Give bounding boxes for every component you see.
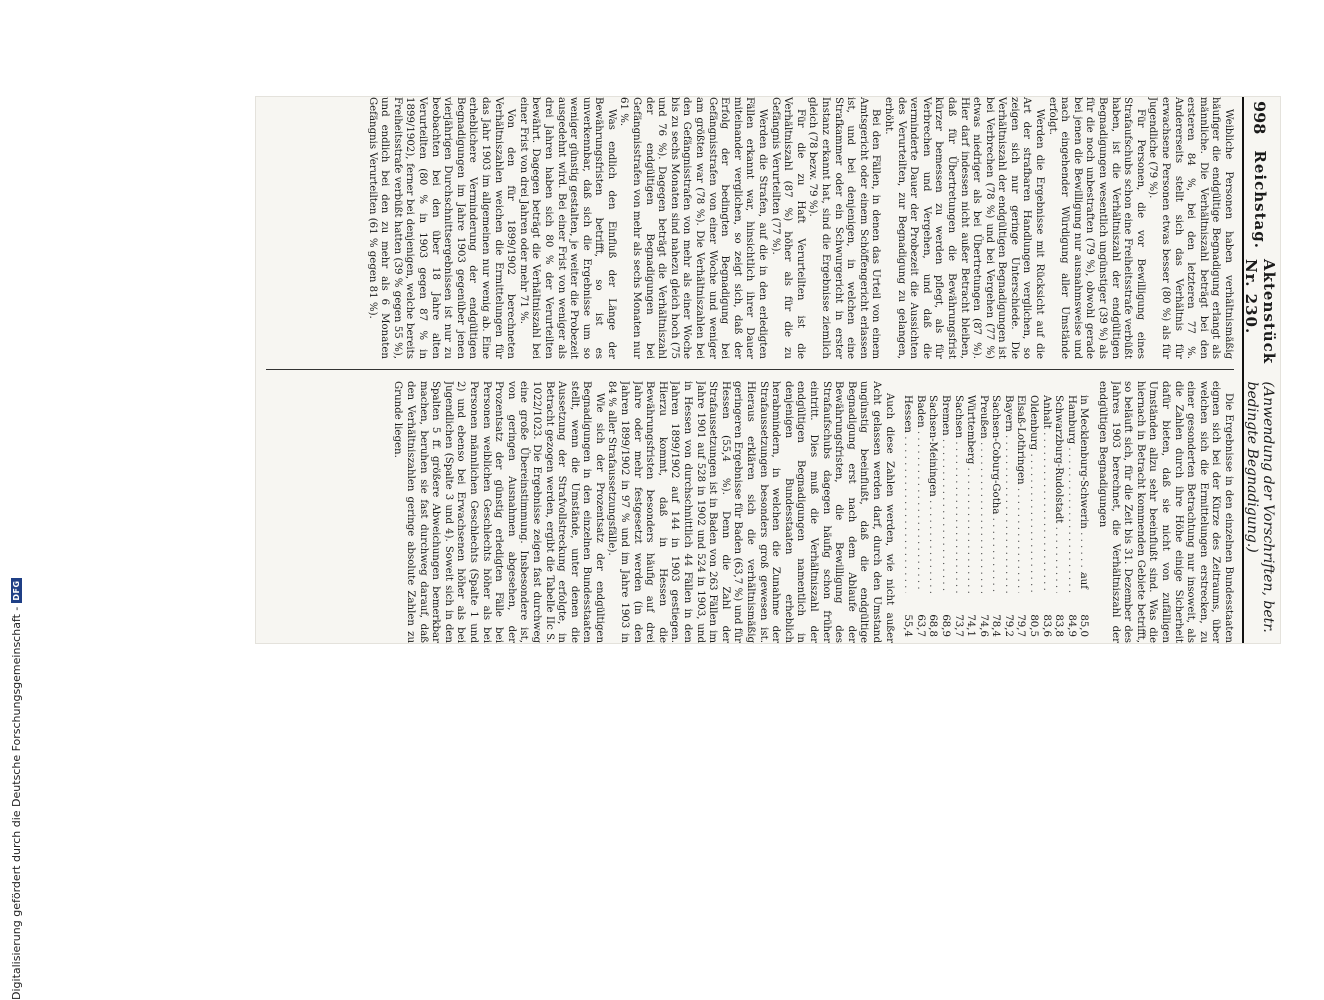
paragraph: Für Personen, die vor Bewilligung eines Strafaufschubs schon eine Freiheitsstrafe verbüßt haben, ist die Verhältniszahl der endgültigen Begnadigungen wesentlich ungünstiger (39 %) als für die noch unbestraften (79 %), obwohl gerade bei jenen die Bewilligung nur ausnahmsweise und nach eingehender Würdigung aller Umstände erfolgt. [1046,97,1146,359]
state-value: 73,7 [952,614,964,637]
credit-text: Digitalisierung gefördert durch die Deutsche Forschungsgemeinschaft - [10,606,23,1000]
paragraph: Die Ergebnisse in den einzelnen Bundesstaaten eignen sich bei der Kürze des Zeitraums, über welchen sich die Ermittelungen erstrecken, zu einer gesonderten Betrachtung nur insoweit, als die Zahlen durch ihre Höhe einige Sicherheit dafür bieten, daß sie nicht von zufälligen Umständen allzu sehr beeinflußt sind. Was die hiernach in Betracht kommenden Gebiete betrifft, so beläuft sich, für die Zeit bis 31. Dezember des Jahres 1903 berechnet, die Verhältniszahl der endgültigen Begnadigungen [1097,381,1234,643]
state-value: 79,7 [1015,614,1027,637]
scanned-page [256,97,1280,643]
state-value: 74,6 [977,614,989,637]
state-value: 63,7 [914,614,926,637]
table-row [938,381,951,643]
paragraph: Werden die Strafen, auf die in den erledigten Fällen erkannt war, hinsichtlich ihrer Dauer miteinander verglichen, so zeigt sich, daß der Erfolg der bedingten Begnadigung bei Gefängnisstrafen von einer Woche und weniger am größten war (78 %). Die Verhältniszahlen bei den Gefängnisstrafen von mehr als einer Woche bis zu sechs Monaten sind nahezu gleich hoch (75 und 76 %). Dagegen beträgt die Verhältniszahl der endgültigen Begnadigungen bei Gefängnisstrafen von mehr als sechs Monaten nur 61 %. [618,97,769,359]
dfg-logo: DFG [12,580,21,601]
table-row [1039,381,1052,643]
paragraph: Von den für 1899/1902 berechneten Verhältniszahlen weichen die Ermittelungen für das Jahr 1903 im allgemeinen nur wenig ab. Eine erheblichere Verminderung der endgültigen Begnadigungen im Jahre 1903 gegenüber jenen vierjährigen Durchschnittsergebnissen ist nur zu beobachten bei den über 18 Jahre alten Verurteilten (80 % in 1903 gegen 87 % in 1899/1902), ferner bei denjenigen, welche bereits Freiheitsstrafe verbüßt hatten (39 % gegen 55 %), und endlich bei den zu mehr als 6 Monaten Gefängnis Verurteilten (61 % gegen 81 %). [366,97,517,359]
state-name: Sachsen-Coburg-Gotha . . . [989,395,1002,593]
left-column [264,97,1234,359]
page-number: 998 [1250,101,1270,135]
paragraph: Weibliche Personen haben verhältnismäßig häufiger die endgültige Begnadigung erlangt als männliche. Die Verhältniszahl beträgt bei den ersteren 84 %, bei den letzteren 77 %. Andererseits stellt sich das Verhältnis für erwachsene Personen etwas besser (80 %) als für Jugendliche (79 %). [1147,97,1234,359]
table-row [1077,381,1090,643]
state-name: Preußen . . . [976,395,989,593]
table-row [976,381,989,643]
table-row [964,381,977,643]
state-name: Baden . . . [913,395,926,593]
value-prefix: auf [1078,572,1090,589]
digitization-credit [0,580,23,1000]
table-row [1027,381,1040,643]
page-subject: (Anwendung der Vorschriften, betr. bedingte Begnadigung.) [1244,381,1276,633]
right-column [264,381,1234,643]
state-value: 83,6 [1040,614,1052,637]
journal-title: Reichstag. [1251,150,1269,249]
column-divider [266,369,1234,370]
state-name: Sachsen . . . [951,395,964,593]
paragraph: Für die zu Haft Verurteilten ist die Verhältniszahl (87 %) höher als für die zu Gefängnis Verurteilten (77 %). [769,97,806,359]
table-row [1064,381,1077,643]
state-name: in Mecklenburg-Schwerin . . . [1077,395,1090,573]
state-name: Schwarzburg-Rudolstadt . . . [1052,395,1065,593]
state-value: 79,2 [1002,614,1014,637]
table-row [1052,381,1065,643]
state-ratio-table [901,381,1090,643]
paragraph: Bei den Fällen, in denen das Urteil von einem Amtsgericht oder einem Schöffengericht erlassen ist, und bei denjenigen, in welchen eine Strafkammer oder ein Schwurgericht in erster Instanz erkannt hat, sind die Ergebnisse ziemlich gleich (78 bezw. 79 %). [807,97,882,359]
page-content [256,97,1280,643]
state-name: Bayern . . . [1001,395,1014,593]
page-header [1242,97,1278,643]
table-row [926,381,939,643]
state-value: 68,8 [927,614,939,637]
state-name: Elsaß-Lothringen . . . [1014,395,1027,593]
table-row [989,381,1002,643]
state-name: Anhalt . . . [1039,395,1052,593]
file-number: Aktenstück Nr. 230. [1242,258,1278,365]
state-value: 83,8 [1053,614,1065,637]
table-row [1014,381,1027,643]
state-name: Sachsen-Meiningen . . . [926,395,939,593]
state-name: Hessen . . . [901,395,914,593]
state-name: Württemberg . . . [964,395,977,593]
paragraph: Werden die Ergebnisse mit Rücksicht auf die Art der strafbaren Handlungen verglichen, so zeigen sich nur geringe Unterschiede. Die Verhältniszahl der endgültigen Begnadigungen ist bei Verbrechen (78 %) und bei Vergehen (77 %) etwas niedriger als bei Übertretungen (87 %). Hier darf indessen nicht außer Betracht bleiben, daß für Übertretungen die Bewährungsfrist kürzer bemessen zu werden pflegt, als für Verbrechen und Vergehen, und daß die verminderte Dauer der Probezeit die Aussichten des Verurteilten, zur Begnadigung zu gelangen, erhöht. [882,97,1046,359]
table-row [901,381,914,643]
paragraph: Wie sich der Prozentsatz der endgültigen Begnadigungen in den einzelnen Bundesstaaten stellt, wenn die Umstände, unter denen die Aussetzung der Strafvollstreckung erfolgte, in Betracht gezogen werden, ergibt die Tabelle IIc S. 1022/1023. Die Ergebnisse zeigen fast durchweg eine große Übereinstimmung. Insbesondere ist, von geringen Ausnahmen abgesehen, der Prozentsatz der günstig erledigten Fälle bei Personen weiblichen Geschlechts höher als bei Personen männlichen Geschlechts (Spalte 1 und 2) und ebenso bei Erwachsenen höher als bei Jugendlichen (Spalte 3 und 4). Soweit sich in den Spalten 5 ff. größere Abweichungen bemerkbar machen, beruhen sie fast durchweg darauf, daß den Verhältniszahlen geringe absolute Zahlen zu Grunde liegen. [392,381,605,643]
paragraph: Was endlich den Einfluß der Länge der Bewährungsfristen betrifft, so ist es unverkennbar, daß sich die Ergebnisse um so weniger günstig gestalten, je weiter die Probezeit ausgedehnt wird. Bei einer Frist von weniger als drei Jahren haben sich 80 % der Verurteilten bewährt. Dagegen beträgt die Verhältniszahl bei einer Frist von drei Jahren oder mehr 71 %. [517,97,617,359]
state-value: 80,5 [1028,614,1040,637]
state-name: Oldenburg . . . [1027,395,1040,593]
state-value: 78,4 [990,614,1002,637]
table-row [1001,381,1014,643]
state-value: 84,9 [1065,614,1077,637]
state-value: 55,4 [902,614,914,637]
table-row [951,381,964,643]
state-name: Bremen . . . [938,395,951,593]
table-row [913,381,926,643]
paragraph: Auch diese Zahlen werden, wie nicht außer Acht gelassen werden darf, durch den Umstand ungünstig beeinflußt, daß die endgültige Begnadigung erst nach dem Ablaufe der Bewährungsfristen, die Bewilligung des Strafaufschubs dagegen häufig schon früher eintritt. Dies muß die Verhältniszahl der endgültigen Begnadigungen namentlich in denjenigen Bundesstaaten erheblich herabmindern, in welchen die Zunahme der Strafaussetzungen besonders groß gewesen ist. Hieraus erklären sich die verhältnismäßig geringeren Ergebnisse für Baden (63,7 %) und für Hessen (55,4 %). Denn die Zahl der Strafaussetzungen ist in Baden von 263 Fällen im Jahre 1901 auf 528 in 1902 und 524 in 1903, und in Hessen von durchschnittlich 44 Fällen in den Jahren 1899/1902 auf 144 in 1903 gestiegen. Hierzu kommt, daß in Hessen die Bewährungsfristen besonders häufig auf drei Jahre oder mehr festgesetzt werden (in den Jahren 1899/1902 in 97 % und im Jahre 1903 in 84 % aller Strafaussetzungsfälle). [606,381,895,643]
state-value: 68,9 [939,614,951,637]
state-value: 85,0 [1078,614,1090,637]
state-name: Hamburg . . . [1064,395,1077,593]
state-value: 74,1 [965,614,977,637]
